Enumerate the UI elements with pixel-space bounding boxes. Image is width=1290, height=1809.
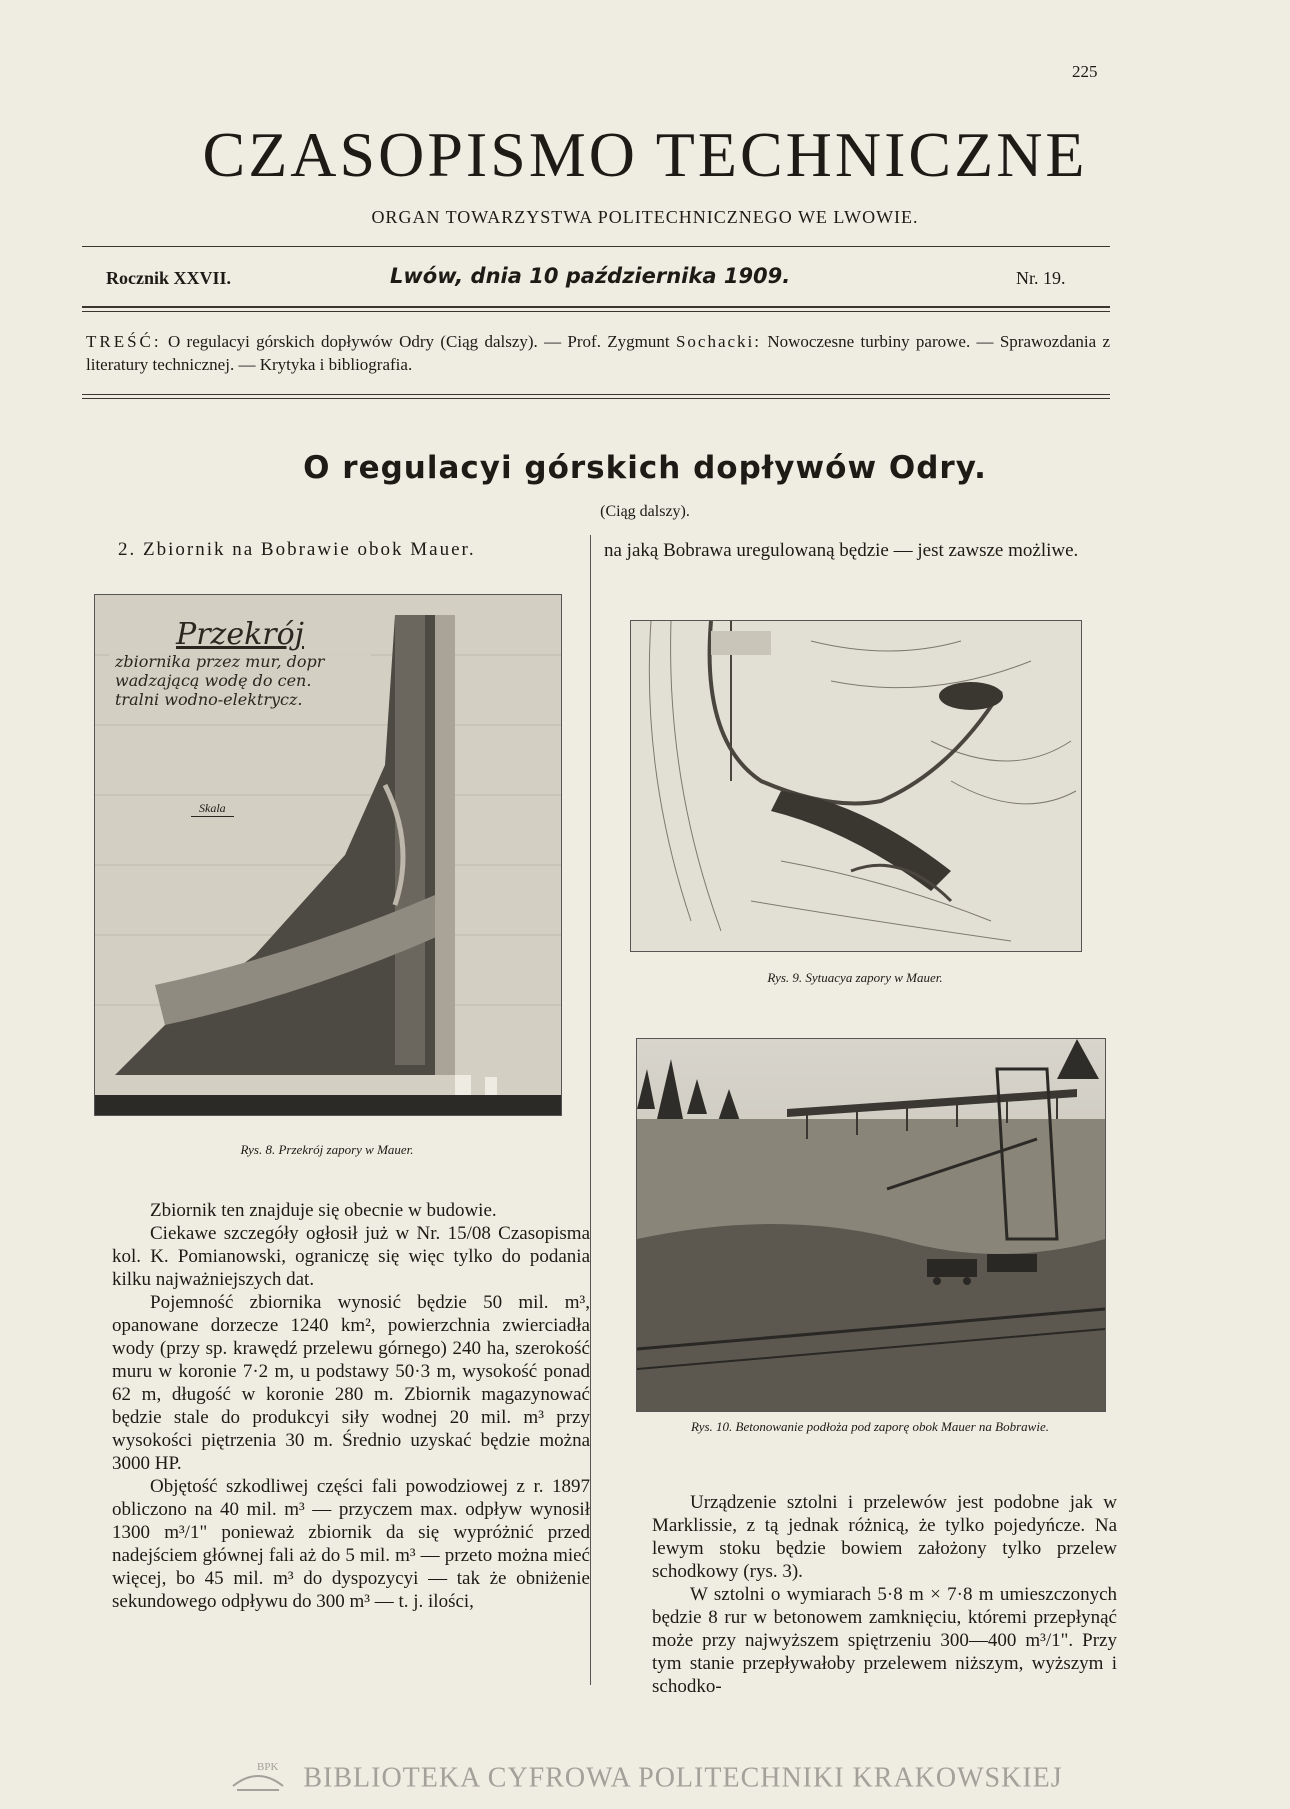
- issue-number: Nr. 19.: [1016, 268, 1066, 288]
- paragraph: W sztolni o wymiarach 5·8 m × 7·8 m umieszczonych będzie 8 rur w betonowem zamknięciu, któremi przepłynąć może przy najwyższem spiętrzeniu 300—400 m³/1". Przy tym stanie przepływałoby przelewem niższym, wyższym i schodko-: [652, 1584, 1117, 1697]
- paragraph: Urządzenie sztolni i przelewów jest podobne jak w Marklissie, z tą jednak różnicą, że tylko pojedyńcze. Na lewym stoku będzie bowiem założony tylko przelew schodkowy (rys. 3).: [652, 1492, 1117, 1582]
- figure-construction-photo: [636, 1038, 1106, 1412]
- article-title: O regulacyi górskich dopływów Odry.: [303, 450, 987, 486]
- contents-part2: Nowoczesne turbiny parowe. — Sprawozdania z literatury technicznej. — Krytyka i bibliografia.: [86, 332, 1111, 374]
- handwritten-title: Przekrój: [176, 617, 304, 652]
- library-footer-text: BIBLIOTEKA CYFROWA POLITECHNIKI KRAKOWSKIEJ: [303, 1762, 1063, 1794]
- figure-9-caption: Rys. 9. Sytuacya zapory w Mauer.: [767, 970, 943, 985]
- handwritten-line-3: tralni wodno-elektrycz.: [115, 690, 303, 709]
- masthead-subtitle: ORGAN TOWARZYSTWA POLITECHNICZNEGO WE LWOWIE.: [371, 207, 919, 227]
- figure-dam-cross-section: [94, 594, 562, 1116]
- issue-rule-bottom: [82, 311, 1110, 312]
- contents-rule-bottom: [82, 398, 1110, 399]
- paragraph: Objętość szkodliwej części fali powodziowej z r. 1897 obliczono na 40 mil. m³ — przyczem max. odpływ wynosił 1300 m³/1" ponieważ zbiornik da się wypróżnić przed nadejściem głównej fali aż do 5 mil. m³ — przeto można mieć więcej, bo 45 mil. m³ do dyspozycyi — tak że obniżenie sekundowego odpływu do 300 m³ — t. j. ilości,: [112, 1476, 590, 1612]
- scale-label: Skala: [191, 801, 234, 817]
- section-heading: 2. Zbiornik na Bobrawie obok Mauer.: [118, 539, 476, 560]
- figure-8-caption: Rys. 8. Przekrój zapory w Mauer.: [240, 1142, 414, 1157]
- masthead-title: CZASOPISMO TECHNICZNE: [202, 119, 1088, 190]
- dateline: Lwów, dnia 10 października 1909.: [390, 264, 791, 288]
- column-divider: [590, 535, 591, 1685]
- volume-label: Rocznik XXVII.: [106, 268, 232, 288]
- construction-photo-image: [637, 1039, 1105, 1411]
- contents-rule-top: [82, 394, 1110, 395]
- library-logo-icon: [227, 1756, 289, 1801]
- masthead-rule: [82, 246, 1110, 247]
- handwritten-label: [109, 613, 371, 713]
- table-of-contents: [86, 330, 1110, 376]
- figure-10-caption: Rys. 10. Betonowanie podłoża pod zaporę obok Mauer na Bobrawie.: [691, 1419, 1049, 1434]
- paragraph: Ciekawe szczegóły ogłosił już w Nr. 15/08 Czasopisma kol. K. Pomianowski, ograniczę się więc tylko do podania kilku najważniejszych dat.: [112, 1223, 590, 1290]
- library-logo-text: BPK: [257, 1761, 279, 1773]
- handwritten-line-2: wadzającą wodę do cen.: [115, 671, 312, 690]
- figure-site-plan: [630, 620, 1082, 952]
- right-intro-text: na jaką Bobrawa uregulowaną będzie — jest zawsze możliwe.: [604, 540, 1079, 561]
- library-footer: [0, 1756, 1290, 1801]
- paragraph: Zbiornik ten znajduje się obecnie w budowie.: [150, 1200, 497, 1221]
- contents-part1: O regulacyi górskich dopływów Odry (Ciąg dalszy). — Prof. Zygmunt: [167, 332, 670, 351]
- right-column-text: [652, 1491, 1117, 1698]
- article-continued: (Ciąg dalszy).: [600, 503, 690, 520]
- contents-label: TREŚĆ:: [86, 332, 162, 351]
- page-number: 225: [1072, 62, 1098, 81]
- paragraph: Pojemność zbiornika wynosić będzie 50 mil. m³, opanowane dorzecze 1240 km², powierzchnia zwierciadła wody (przy sp. krawędź przelewu górnego) 240 ha, szerokość muru w koronie 7·2 m, u podstawy 50·3 m, wysokość ponad 62 m, długość w koronie 280 m. Zbiornik magazynować będzie stale do produkcyi siły wodnej 20 mil. m³ przy wysokości piętrzenia 30 m. Średnio uzyskać będzie można 3000 HP.: [112, 1292, 590, 1474]
- left-column-text: [112, 1199, 590, 1613]
- handwritten-line-1: zbiornika przez mur, dopr: [115, 652, 325, 671]
- issue-rule-top: [82, 306, 1110, 308]
- contents-author: Sochacki:: [675, 332, 761, 351]
- site-plan-drawing: [631, 621, 1081, 951]
